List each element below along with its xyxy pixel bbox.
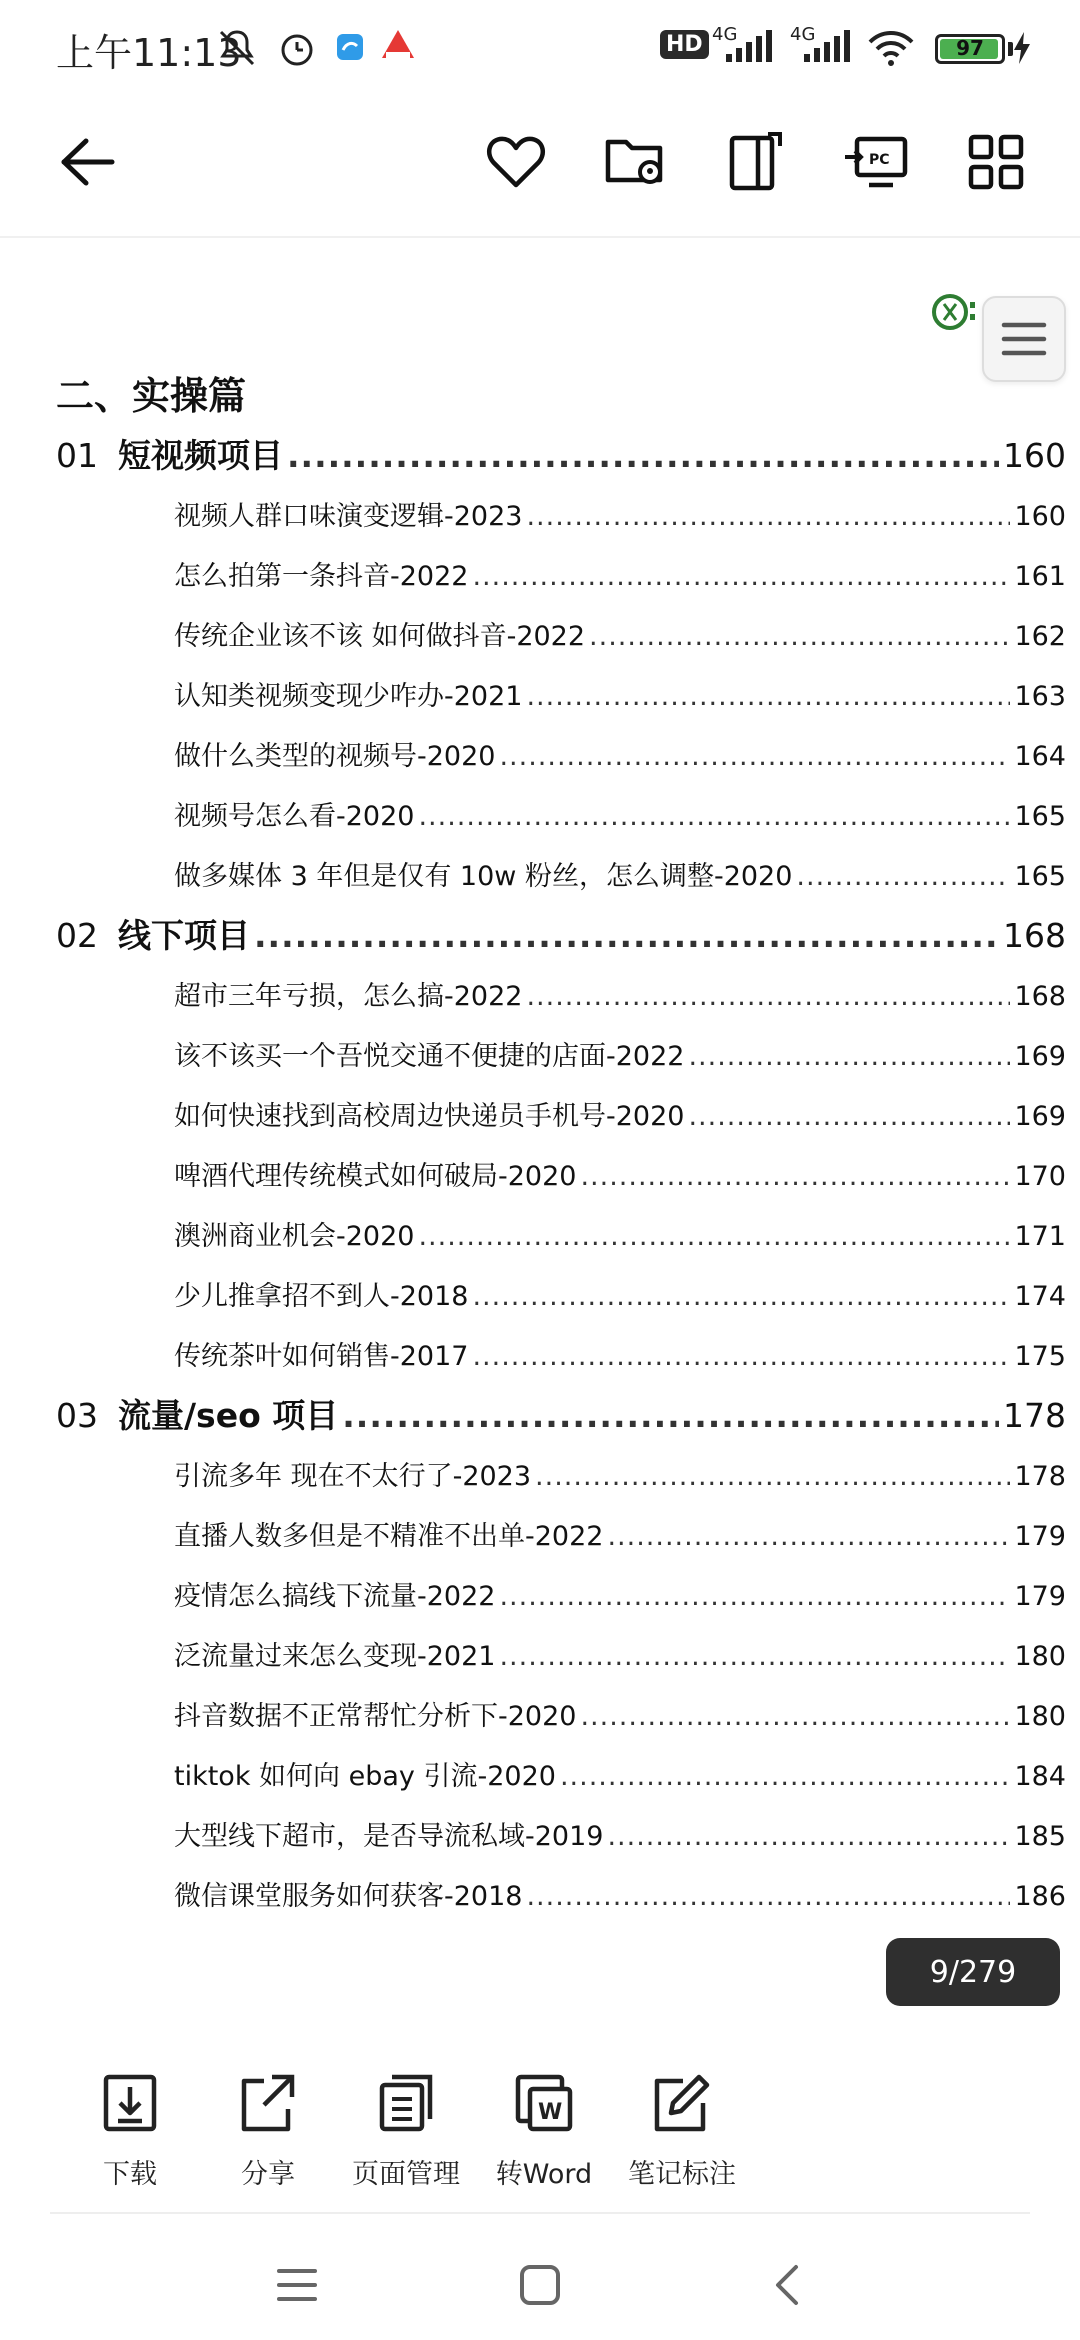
hamburger-icon [1000, 319, 1048, 359]
toc-title: 传统企业该不该 如何做抖音-2022 [174, 621, 586, 652]
toc-entry-row[interactable] [56, 600, 1066, 660]
top-toolbar [0, 96, 1080, 238]
toc-page-number: 179 [1014, 1521, 1066, 1552]
menu-icon[interactable] [262, 2250, 332, 2320]
toc-title: 视频号怎么看-2020 [174, 801, 415, 832]
toc-page-number: 180 [1014, 1701, 1066, 1732]
toc-leader-dots [607, 1521, 1010, 1552]
toc-page-number: 168 [1014, 981, 1066, 1012]
toc-entry-row[interactable] [56, 1800, 1066, 1860]
toc-chapter-row[interactable] [56, 900, 1066, 960]
toc-leader-dots [472, 1341, 1010, 1372]
toc-page-number: 163 [1014, 681, 1066, 712]
toc-entry-row[interactable] [56, 1080, 1066, 1140]
download-icon [100, 2070, 160, 2136]
toc-page-number: 186 [1014, 1881, 1066, 1912]
toc-page-number: 178 [1014, 1461, 1066, 1492]
toc-leader-dots [342, 1396, 999, 1435]
toc-entry-row[interactable] [56, 540, 1066, 600]
toc-leader-dots [535, 1461, 1010, 1492]
word-convert-icon [514, 2070, 574, 2136]
toc-entry-row[interactable] [56, 1140, 1066, 1200]
toc-leader-dots [688, 1041, 1010, 1072]
table-of-contents [56, 420, 1066, 1920]
toc-entry-row[interactable] [56, 1500, 1066, 1560]
status-time: 上午11:13 [56, 31, 242, 75]
toc-leader-dots [472, 561, 1010, 592]
toc-leader-dots [287, 436, 999, 475]
system-nav-bar [0, 2230, 1080, 2340]
toc-title: 如何快速找到高校周边快递员手机号-2020 [174, 1101, 685, 1132]
toc-page-number: 184 [1014, 1761, 1066, 1792]
charging-icon [1012, 32, 1032, 68]
page-layout-icon[interactable] [718, 124, 794, 200]
toc-leader-dots [580, 1161, 1010, 1192]
toc-page-number: 162 [1014, 621, 1066, 652]
toc-title: 该不该买一个吾悦交通不便捷的店面-2022 [174, 1041, 685, 1072]
toc-title: tiktok 如何向 ebay 引流-2020 [174, 1761, 556, 1792]
toc-page-number: 161 [1014, 561, 1066, 592]
toc-leader-dots [472, 1281, 1010, 1312]
toc-title: 流量/seo 项目 [118, 1396, 339, 1435]
toc-title: 做多媒体 3 年但是仅有 10w 粉丝，怎么调整-2020 [174, 861, 793, 892]
toc-title: 疫情怎么搞线下流量-2022 [174, 1581, 496, 1612]
toc-leader-dots [499, 741, 1010, 772]
toc-leader-dots [526, 501, 1010, 532]
pc-label: PC [869, 152, 890, 168]
toc-leader-dots [796, 861, 1010, 892]
toc-title: 直播人数多但是不精准不出单-2022 [174, 1521, 604, 1552]
hd-badge: HD [660, 30, 709, 59]
toc-title: 微信课堂服务如何获客-2018 [174, 1881, 523, 1912]
heart-icon[interactable] [478, 124, 554, 200]
toc-entry-row[interactable] [56, 1260, 1066, 1320]
toc-leader-dots [526, 1881, 1010, 1912]
toc-page-number: 165 [1014, 801, 1066, 832]
section-title: 二、实操篇 [56, 374, 247, 418]
word-letter: W [538, 2100, 563, 2125]
toc-title: 怎么拍第一条抖音-2022 [174, 561, 469, 592]
toc-leader-dots [560, 1761, 1011, 1792]
toc-page-number: 178 [1003, 1396, 1066, 1435]
toc-entry-row[interactable] [56, 1560, 1066, 1620]
toc-chapter-number: 02 [56, 916, 98, 955]
toc-page-number: 180 [1014, 1641, 1066, 1672]
toc-leader-dots [526, 981, 1010, 1012]
toc-entry-row[interactable] [56, 480, 1066, 540]
signal-icon [800, 30, 852, 68]
toc-page-number: 160 [1003, 436, 1066, 475]
toc-entry-row[interactable] [56, 840, 1066, 900]
toc-entry-row[interactable] [56, 960, 1066, 1020]
toc-title: 做什么类型的视频号-2020 [174, 741, 496, 772]
toc-page-number: 179 [1014, 1581, 1066, 1612]
toc-title: 少儿推拿招不到人-2018 [174, 1281, 469, 1312]
toc-chapter-row[interactable] [56, 420, 1066, 480]
alarm-icon [275, 26, 319, 74]
note-edit-button[interactable] [592, 2060, 772, 2210]
grid-icon[interactable] [958, 124, 1034, 200]
share-icon [238, 2070, 298, 2136]
toc-page-number: 169 [1014, 1041, 1066, 1072]
page-manage-icon [376, 2070, 436, 2136]
toc-entry-row[interactable] [56, 1020, 1066, 1080]
toc-entry-row[interactable] [56, 720, 1066, 780]
toc-page-number: 165 [1014, 861, 1066, 892]
back-icon[interactable] [752, 2250, 822, 2320]
toc-leader-dots [607, 1821, 1010, 1852]
toc-chapter-row[interactable] [56, 1380, 1066, 1440]
cast-to-pc-icon[interactable] [838, 124, 914, 200]
toc-title: 泛流量过来怎么变现-2021 [174, 1641, 496, 1672]
page-manage-label: 页面管理 [352, 2159, 460, 2190]
folder-location-icon[interactable] [598, 124, 674, 200]
toc-entry-row[interactable] [56, 1740, 1066, 1800]
toc-page-number: 164 [1014, 741, 1066, 772]
toc-entry-row[interactable] [56, 1320, 1066, 1380]
page-indicator: 9/279 [886, 1938, 1060, 2006]
toc-title: 短视频项目 [118, 436, 283, 475]
signal-icon [722, 30, 774, 68]
network-label: 4G [712, 24, 738, 45]
battery-level: 97 [956, 36, 984, 60]
toc-title: 超市三年亏损，怎么搞-2022 [174, 981, 523, 1012]
share-label: 分享 [241, 2159, 295, 2190]
toc-leader-dots [418, 1221, 1010, 1252]
home-icon[interactable] [505, 2250, 575, 2320]
toc-page-number: 170 [1014, 1161, 1066, 1192]
toc-chapter-number: 03 [56, 1396, 98, 1435]
toc-title: 啤酒代理传统模式如何破局-2020 [174, 1161, 577, 1192]
toc-entry-row[interactable] [56, 780, 1066, 840]
toc-title: 大型线下超市，是否导流私域-2019 [174, 1821, 604, 1852]
toc-leader-dots [418, 801, 1010, 832]
status-bar [0, 0, 1080, 96]
pdf-badge-icon [932, 292, 978, 336]
outline-menu-button[interactable] [982, 296, 1066, 382]
toc-page-number: 160 [1014, 501, 1066, 532]
toc-title: 视频人群口味演变逻辑-2023 [174, 501, 523, 532]
toc-leader-dots [254, 916, 999, 955]
toc-leader-dots [499, 1581, 1010, 1612]
toc-page-number: 171 [1014, 1221, 1066, 1252]
toc-leader-dots [688, 1101, 1010, 1132]
toc-entry-row[interactable] [56, 1620, 1066, 1680]
battery-indicator [935, 34, 1005, 64]
toc-entry-row[interactable] [56, 660, 1066, 720]
toc-leader-dots [526, 681, 1010, 712]
app-notification-icon [378, 28, 418, 68]
mute-icon [215, 26, 259, 74]
toc-chapter-number: 01 [56, 436, 98, 475]
toc-leader-dots [589, 621, 1010, 652]
toc-entry-row[interactable] [56, 1200, 1066, 1260]
app-notification-icon [335, 32, 365, 66]
download-label: 下载 [103, 2159, 157, 2190]
wifi-icon [866, 28, 916, 72]
toc-entry-row[interactable] [56, 1860, 1066, 1920]
document-view[interactable] [0, 240, 1080, 1990]
network-label: 4G [790, 24, 816, 45]
toc-page-number: 185 [1014, 1821, 1066, 1852]
convert-word-label: 转Word [495, 2159, 593, 2190]
back-arrow-icon[interactable] [50, 124, 126, 200]
note-edit-icon [652, 2070, 712, 2136]
toc-page-number: 168 [1003, 916, 1066, 955]
toc-entry-row[interactable] [56, 1440, 1066, 1500]
toc-page-number: 169 [1014, 1101, 1066, 1132]
toc-title: 抖音数据不正常帮忙分析下-2020 [174, 1701, 577, 1732]
toc-title: 认知类视频变现少咋办-2021 [174, 681, 523, 712]
note-edit-label: 笔记标注 [628, 2159, 736, 2190]
toc-title: 澳洲商业机会-2020 [174, 1221, 415, 1252]
bottom-action-bar [0, 2060, 1080, 2210]
divider [50, 2212, 1030, 2214]
toc-title: 引流多年 现在不太行了-2023 [174, 1461, 532, 1492]
toc-entry-row[interactable] [56, 1680, 1066, 1740]
toc-page-number: 175 [1014, 1341, 1066, 1372]
toc-title: 线下项目 [118, 916, 250, 955]
toc-title: 传统茶叶如何销售-2017 [174, 1341, 469, 1372]
toc-page-number: 174 [1014, 1281, 1066, 1312]
toc-leader-dots [580, 1701, 1010, 1732]
toc-leader-dots [499, 1641, 1010, 1672]
